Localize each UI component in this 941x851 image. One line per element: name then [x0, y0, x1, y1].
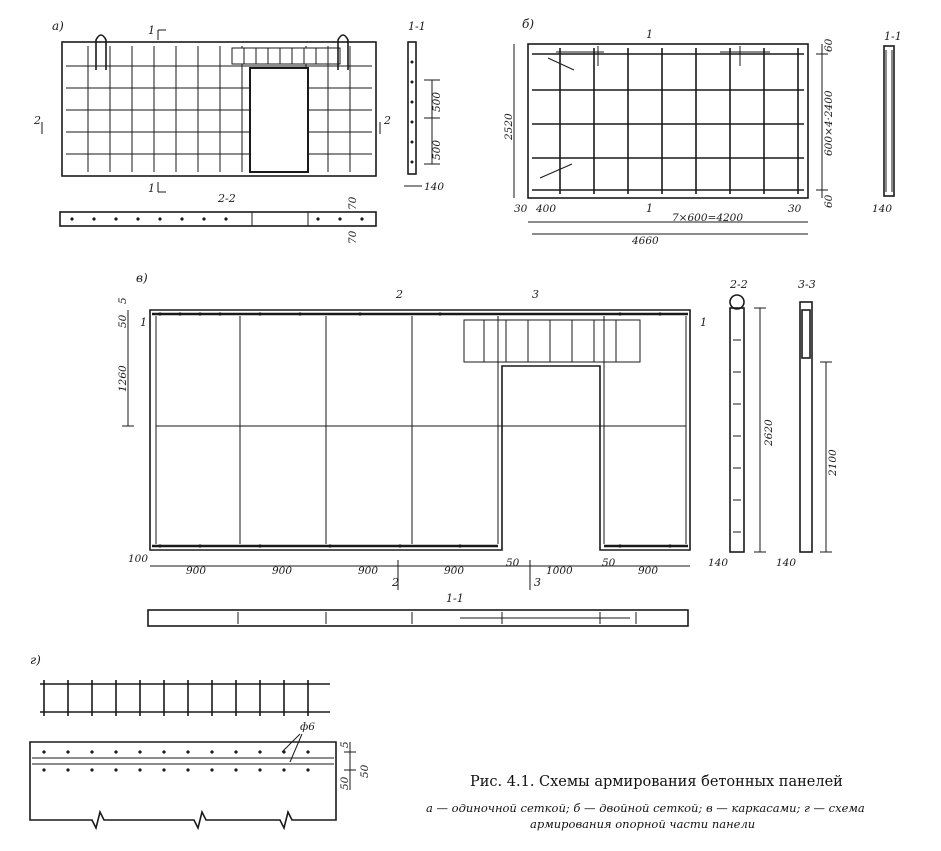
- panel-v-section-2-2-title: 2-2: [730, 278, 748, 291]
- panel-v-dim-140-b: 140: [776, 557, 797, 569]
- panel-a-cut-1-top: 1: [148, 24, 155, 37]
- panel-g-dim-50-a: 50: [359, 764, 371, 778]
- panel-a-dim-70-top: 70: [347, 196, 359, 210]
- panel-b-dim-2520: 2520: [503, 113, 515, 140]
- panel-g-slab-bars: [32, 758, 334, 764]
- panel-a-lifting-loop-left: [96, 35, 106, 70]
- panel-b-dim-400: 400: [536, 203, 557, 215]
- panel-b-dim-lines: [514, 44, 828, 234]
- panel-a-cut-2-left: 2: [34, 114, 41, 127]
- panel-b-dim-140: 140: [872, 203, 893, 215]
- panel-v-dim-1260: 1260: [117, 365, 129, 392]
- panel-b-dim-30-left: 30: [514, 203, 528, 215]
- panel-g-cage: [40, 680, 330, 716]
- panel-b-section-1-1-title: 1-1: [884, 30, 902, 43]
- panel-a-cut-2-right: 2: [384, 114, 391, 127]
- panel-g-dim-5: 5: [339, 741, 351, 748]
- panel-v-section-1-1-title: 1-1: [446, 592, 464, 605]
- panel-a-section-2-2-title: 2-2: [218, 192, 236, 205]
- panel-a-door-opening: [250, 68, 308, 172]
- panel-v-cut-3-top: 3: [532, 288, 539, 301]
- panel-g: [30, 653, 371, 828]
- panel-v-section-2-2: [730, 308, 744, 552]
- panel-v-outline: [150, 310, 690, 550]
- panel-b-dim-vertical-span: 600×4·2400: [823, 90, 835, 156]
- panel-b-cut-1-bottom: 1: [646, 202, 653, 215]
- panel-v-dim-50-door-left: 50: [506, 557, 520, 569]
- panel-v-lintel-cage: [464, 320, 640, 362]
- panel-a-dim-500-bottom: 500: [431, 139, 443, 160]
- panel-g-rebar-label: ф6: [300, 721, 315, 733]
- panel-g-dim-50-b: 50: [339, 776, 351, 790]
- panel-a-section-2-2: [60, 212, 376, 226]
- panel-a-mesh: [66, 46, 372, 172]
- panel-a-label: а): [52, 19, 64, 33]
- panel-a: [33, 19, 444, 244]
- panel-v-bar-dots: [158, 312, 671, 547]
- panel-v-cut-1-right: 1: [700, 316, 707, 329]
- panel-b-label: б): [522, 17, 535, 31]
- panel-a-section-1-1-bars: [411, 61, 414, 164]
- panel-v-section-3-3-lintel: [802, 310, 810, 358]
- panel-v-label: в): [136, 271, 148, 285]
- panel-v-cut-1-left: 1: [140, 316, 147, 329]
- panel-v-dim-140-a: 140: [708, 557, 729, 569]
- panel-v-dim-900-4: 900: [444, 565, 465, 577]
- panel-v-dim-1000: 1000: [546, 565, 573, 577]
- panel-g-slab: [30, 742, 336, 828]
- panel-v-frames: [152, 314, 688, 546]
- panel-v-dim-5: 5: [117, 297, 129, 304]
- panel-b-dim-30-right: 30: [788, 203, 802, 215]
- panel-b-dim-4660: 4660: [632, 235, 659, 247]
- panel-a-section-1-1-title: 1-1: [408, 20, 426, 33]
- panel-v-section-1-1-details: [238, 612, 636, 624]
- panel-v: [117, 271, 839, 626]
- panel-v-dim-2100: 2100: [827, 449, 839, 476]
- panel-v-cut-2-top: 2: [396, 288, 403, 301]
- panel-v-section-2-2-top-cap: [730, 295, 744, 309]
- caption-line-2: армирования опорной части панели: [530, 817, 756, 831]
- panel-b-outline: [528, 44, 808, 198]
- panel-b-dim-horizontal-span: 7×600=4200: [672, 212, 744, 224]
- caption-line-1: а — одиночной сеткой; б — двойной сеткой; в — каркасами; г — схема: [426, 801, 865, 815]
- panel-v-dim-900-1: 900: [186, 565, 207, 577]
- panel-a-cut-1-bottom: 1: [148, 182, 155, 195]
- panel-v-cut-2-bottom: 2: [392, 576, 399, 589]
- panel-v-dim-50-door-right: 50: [602, 557, 616, 569]
- panel-a-dim-500-top: 500: [431, 91, 443, 112]
- panel-v-section-3-3-title: 3-3: [798, 278, 816, 291]
- panel-b-dim-60-top: 60: [823, 38, 835, 52]
- panel-b-dim-60-bottom: 60: [823, 194, 835, 208]
- panel-b: [503, 17, 902, 247]
- panel-a-lintel: [232, 48, 340, 64]
- panel-v-dim-900-2: 900: [272, 565, 293, 577]
- panel-v-dim-900-5: 900: [638, 565, 659, 577]
- panel-v-dim-2620: 2620: [763, 419, 775, 446]
- panel-a-section-2-2-bars: [70, 217, 363, 220]
- panel-v-grid: [156, 316, 686, 544]
- caption-title: Рис. 4.1. Схемы армирования бетонных панелей: [470, 774, 843, 790]
- panel-g-bar-dots: [42, 750, 309, 771]
- figure-caption: [426, 774, 865, 831]
- panel-v-dim-50: 50: [117, 314, 129, 328]
- panel-v-dim-900-3: 900: [358, 565, 379, 577]
- panel-g-label: г): [30, 653, 41, 667]
- panel-v-dim-lines: [122, 310, 690, 590]
- panel-v-cut-3-bottom: 3: [534, 576, 541, 589]
- panel-v-dim-100: 100: [128, 553, 149, 565]
- panel-b-cut-1-top: 1: [646, 28, 653, 41]
- panel-v-section-2-2-ties: [733, 308, 766, 552]
- panel-a-dim-140: 140: [424, 181, 445, 193]
- panel-a-dim-70-bottom: 70: [347, 230, 359, 244]
